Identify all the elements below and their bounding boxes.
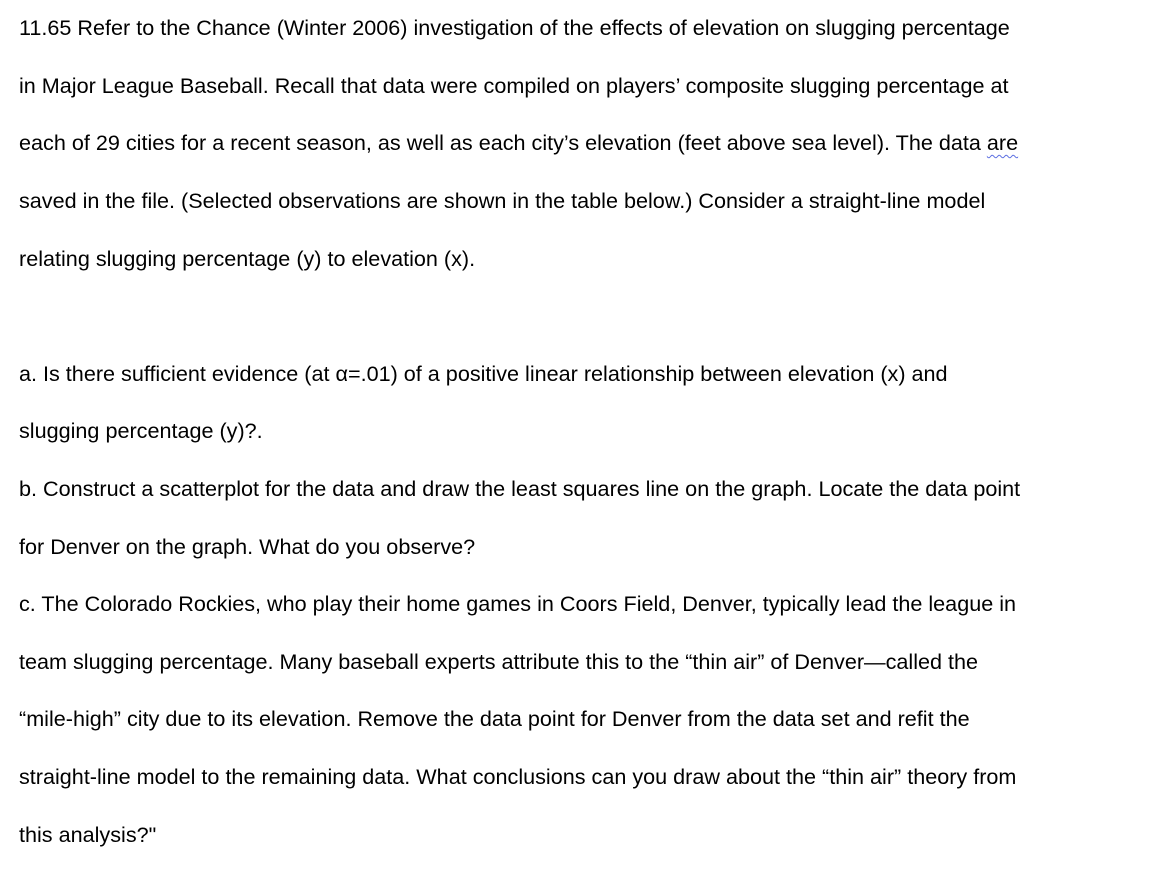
part-b-line-1: b. Construct a scatterplot for the data and draw the least squares line on the graph. Locate the data point: [19, 476, 1021, 501]
intro-line-1: 11.65 Refer to the Chance (Winter 2006) investigation of the effects of elevation on slugging percentage: [19, 15, 1010, 40]
intro-line-3: [19, 129, 1018, 157]
part-c-line-4: straight-line model to the remaining data. What conclusions can you draw about the “thin air” theory from: [19, 764, 1017, 789]
part-b-line-2: for Denver on the graph. What do you observe?: [19, 534, 476, 559]
part-c-line-5: this analysis?": [19, 822, 157, 847]
spellcheck-flagged-word[interactable]: are: [986, 130, 1019, 155]
intro-line-3-text: each of 29 cities for a recent season, as well as each city’s elevation (feet above sea level). The data: [19, 130, 987, 155]
part-c-line-2: team slugging percentage. Many baseball experts attribute this to the “thin air” of Denver—called the: [19, 649, 979, 674]
intro-line-4: saved in the file. (Selected observations are shown in the table below.) Consider a straight-line model: [19, 188, 986, 213]
part-c-line-3: “mile-high” city due to its elevation. Remove the data point for Denver from the data set and refit the: [19, 706, 970, 731]
part-a-line-2: slugging percentage (y)?.: [19, 418, 263, 443]
intro-line-5: relating slugging percentage (y) to elevation (x).: [19, 246, 476, 271]
intro-line-2: in Major League Baseball. Recall that data were compiled on players’ composite slugging percentage at: [19, 73, 1009, 98]
part-c-line-1: c. The Colorado Rockies, who play their home games in Coors Field, Denver, typically lead the league in: [19, 591, 1017, 616]
part-a-line-1: a. Is there sufficient evidence (at α=.01) of a positive linear relationship between elevation (x) and: [19, 361, 948, 386]
